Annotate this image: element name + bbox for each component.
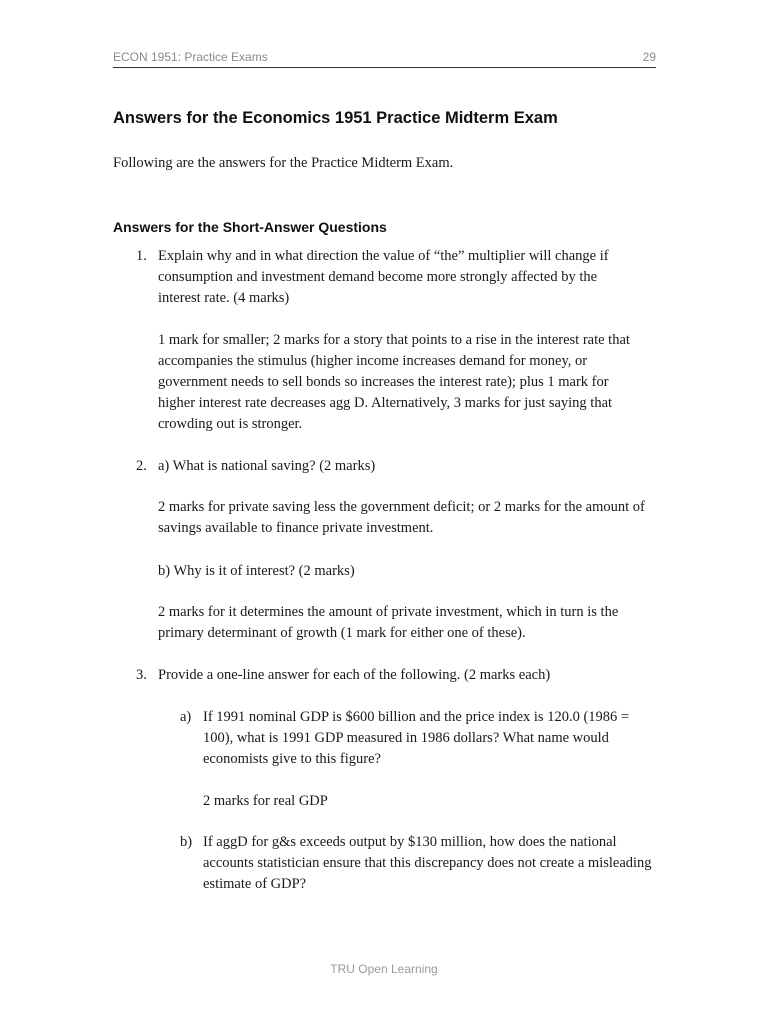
question-2-number: 2. [136,458,147,474]
question-2b-text: b) Why is it of interest? (2 marks) [158,563,355,579]
question-3-number: 3. [136,667,147,683]
page-footer: TRU Open Learning [330,962,438,976]
question-3b-label: b) [180,834,193,850]
question-2b-answer: 2 marks for it determines the amount of private investment, which in turn is the primary determinant of growth (1 mark for either one of these). [158,604,619,641]
question-2a-text: a) What is national saving? (2 marks) [158,458,376,474]
question-1-number: 1. [136,248,147,264]
course-name: ECON 1951: Practice Exams [113,50,268,64]
question-3a-answer: 2 marks for real GDP [203,793,328,809]
page-title: Answers for the Economics 1951 Practice Midterm Exam [113,109,558,127]
question-3a-label: a) [180,709,192,725]
question-3b-text: If aggD for g&s exceeds output by $130 million, how does the national accounts statistician ensure that this discrepancy does not create a misleading estimate of GDP? [203,834,652,892]
section-heading: Answers for the Short-Answer Questions [113,219,387,235]
question-1-text: Explain why and in what direction the value of “the” multiplier will change if consumption and investment demand become more strongly affected by the interest rate. (4 marks) [158,248,609,306]
question-3a-text: If 1991 nominal GDP is $600 billion and the price index is 120.0 (1986 = 100), what is 1991 GDP measured in 1986 dollars? What name would economists give to this figure? [203,709,630,767]
page-number: 29 [642,50,656,64]
intro-text: Following are the answers for the Practice Midterm Exam. [113,155,454,171]
question-2a-answer: 2 marks for private saving less the government deficit; or 2 marks for the amount of savings available to finance private investment. [158,499,645,536]
page-header [113,48,656,68]
question-3-text: Provide a one-line answer for each of the following. (2 marks each) [158,667,551,683]
question-1-answer: 1 mark for smaller; 2 marks for a story that points to a rise in the interest rate that accompanies the stimulus (higher income increases demand for money, or government needs to sell bonds so increases the interest rate); plus 1 mark for higher interest rate decreases agg D. Alternatively, 3 marks for just saying that crowding out is stronger. [158,332,630,432]
